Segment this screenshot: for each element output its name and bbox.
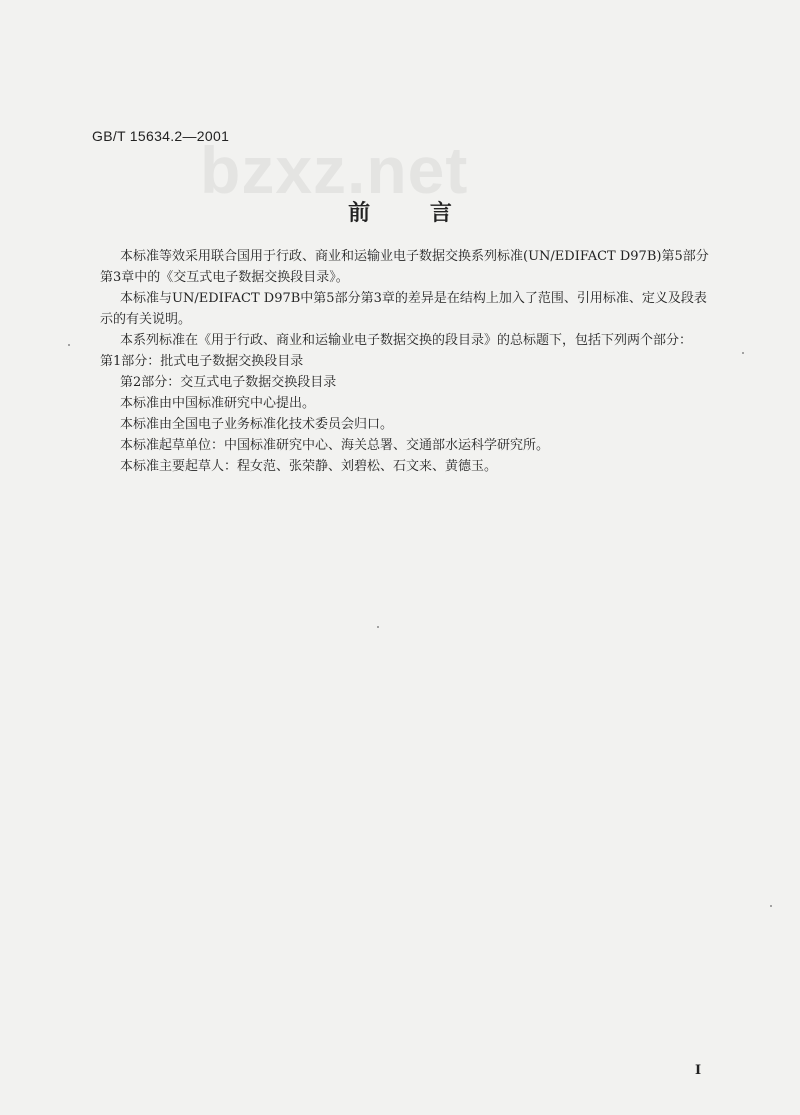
- standard-id: GB/T 15634.2—2001: [92, 128, 230, 144]
- scan-speck: [770, 905, 772, 907]
- scan-speck: [742, 352, 744, 354]
- paragraph: 本标准与UN/EDIFACT D97B中第5部分第3章的差异是在结构上加入了范围、引用标准、定义及段表示的有关说明。: [100, 291, 707, 327]
- scan-speck: [377, 626, 379, 628]
- paragraph: 第1部分：批式电子数据交换段目录: [100, 354, 304, 369]
- paragraph: 本系列标准在《用于行政、商业和运输业电子数据交换的段目录》的总标题下，包括下列两个部分：: [120, 333, 693, 348]
- paragraph: 本标准主要起草人：程女范、张荣静、刘碧松、石文来、黄德玉。: [120, 459, 498, 474]
- paragraph: 本标准等效采用联合国用于行政、商业和运输业电子数据交换系列标准(UN/EDIFACT D97B)第5部分第3章中的《交互式电子数据交换段目录》。: [100, 249, 709, 285]
- page-title: 前 言: [348, 200, 478, 226]
- paragraph: 本标准由全国电子业务标准化技术委员会归口。: [120, 417, 394, 432]
- watermark: bzxz.net: [200, 133, 469, 207]
- paragraph: 本标准起草单位：中国标准研究中心、海关总署、交通部水运科学研究所。: [120, 438, 550, 453]
- scan-speck: [68, 344, 70, 346]
- page-number: I: [695, 1063, 702, 1078]
- foreword-body: [100, 246, 712, 477]
- paragraph: 本标准由中国标准研究中心提出。: [120, 396, 316, 411]
- paragraph: 第2部分：交互式电子数据交换段目录: [120, 375, 337, 390]
